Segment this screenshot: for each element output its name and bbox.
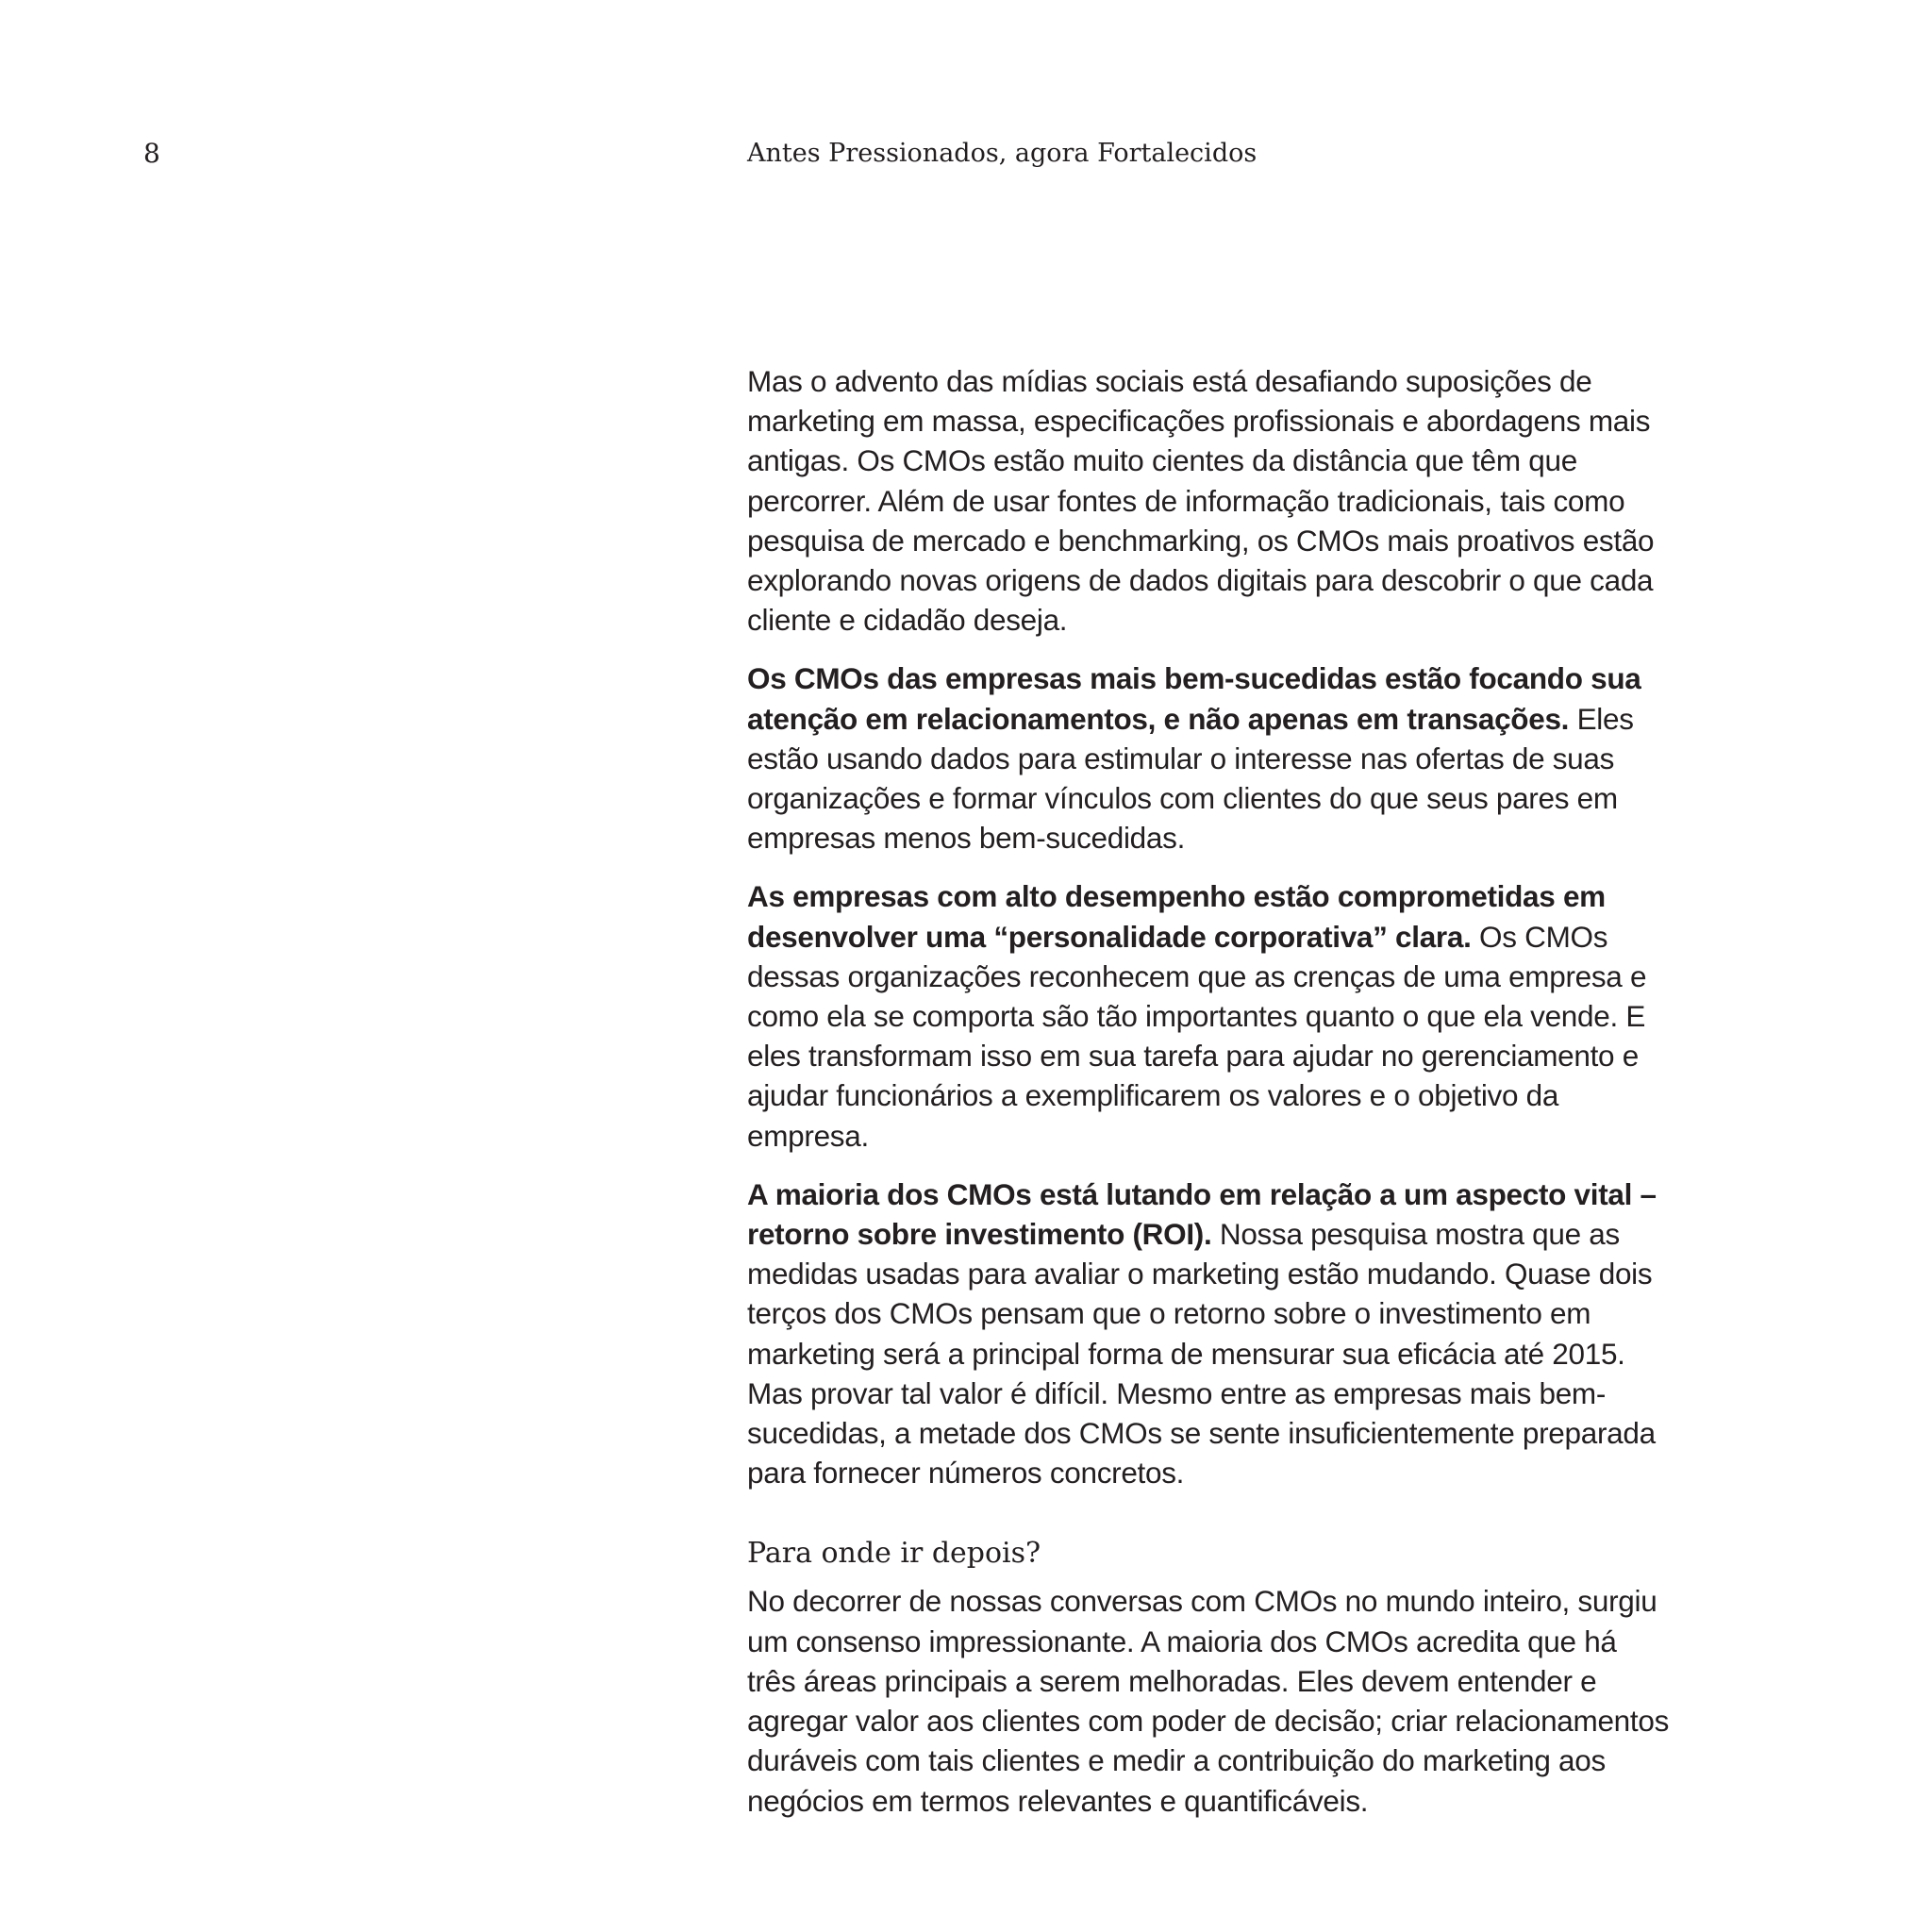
section-heading: Para onde ir depois? [747,1537,1041,1571]
paragraph-4 [747,1174,1672,1493]
paragraph-3-text: Os CMOs dessas organizações reconhecem que as crenças de uma empresa e como ela se comporta são tão importantes quanto o que ela vende. E eles transformam isso em sua tarefa para ajudar no gerenciamento e ajudar funcionários a exemplificarem os valores e o objetivo da empresa. [747,919,1647,1153]
paragraph-2-lead: Os CMOs das empresas mais bem-sucedidas estão focando sua atenção em relacionamentos, e não apenas em transações. [747,661,1641,736]
paragraph-3-lead: As empresas com alto desempenho estão comprometidas em desenvolver uma “personalidade corporativa” clara. [747,879,1606,954]
paragraph-3 [747,876,1672,1155]
page-number: 8 [143,138,160,169]
paragraph-2-text: Eles estão usando dados para estimular o interesse nas ofertas de suas organizações e formar vínculos com clientes do que seus pares em empresas menos bem-sucedidas. [747,701,1634,856]
paragraph-4-text: Nossa pesquisa mostra que as medidas usadas para avaliar o marketing estão mudando. Quase dois terços dos CMOs pensam que o retorno sobre o investimento em marketing será a principal forma de mensurar sua eficácia até 2015. Mas provar tal valor é difícil. Mesmo entre as empresas mais bem-sucedidas, a metade dos CMOs se sente insuficientemente preparada para fornecer números concretos. [747,1217,1656,1491]
paragraph-4-lead: A maioria dos CMOs está lutando em relação a um aspecto vital – retorno sobre investimento (ROI). [747,1176,1657,1252]
running-title: Antes Pressionados, agora Fortalecidos [747,139,1257,168]
paragraph-1: Mas o advento das mídias sociais está desafiando suposições de marketing em massa, especificações profissionais e abordagens mais antigas. Os CMOs estão muito cientes da distância que têm que percorrer. Além de usar fontes de informação tradicionais, tais como pesquisa de mercado e benchmarking, os CMOs mais proativos estão explorando novas origens de dados digitais para descobrir o que cada cliente e cidadão deseja. [747,364,1655,638]
paragraph-5: No decorrer de nossas conversas com CMOs no mundo inteiro, surgiu um consenso impressionante. A maioria dos CMOs acredita que há três áreas principais a serem melhoradas. Eles devem entender e agregar valor aos clientes com poder de decisão; criar relacionamentos duráveis com tais clientes e medir a contribuição do marketing aos negócios em termos relevantes e quantificáveis. [747,1584,1670,1818]
paragraph-2 [747,658,1672,858]
main-text-column [747,361,1672,1840]
